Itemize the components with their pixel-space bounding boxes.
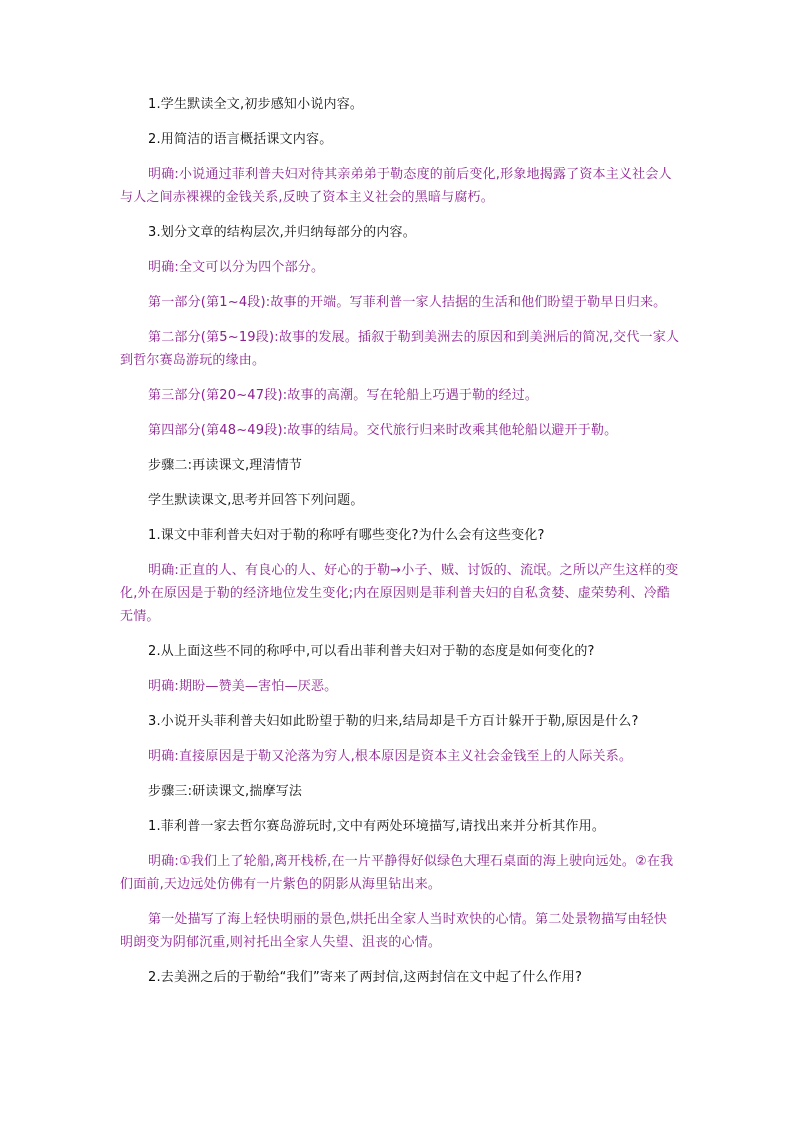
answer-paragraph: 第四部分(第48~49段):故事的结局。交代旅行归来时改乘其他轮船以避开于勒。 <box>148 423 618 438</box>
answer-paragraph: 明确:期盼—赞美—害怕—厌恶。 <box>148 679 338 694</box>
answer-paragraph: 第二部分(第5~19段):故事的发展。插叙于勒到美洲去的原因和到美洲后的简况,交代一家人到哲尔赛岛游玩的缘由。 <box>120 330 680 368</box>
question-paragraph: 3.小说开头菲利普夫妇如此盼望于勒的归来,结局却是千方百计躲开于勒,原因是什么? <box>148 714 639 729</box>
step-heading: 步骤二:再读课文,理清情节 <box>148 458 303 473</box>
answer-paragraph: 第三部分(第20~47段):故事的高潮。写在轮船上巧遇于勒的经过。 <box>148 388 539 403</box>
question-paragraph: 2.去美洲之后的于勒给“我们”寄来了两封信,这两封信在文中起了什么作用? <box>148 970 583 985</box>
question-paragraph: 1.课文中菲利普夫妇对于勒的称呼有哪些变化?为什么会有这些变化? <box>148 528 545 543</box>
answer-paragraph: 明确:①我们上了轮船,离开栈桥,在一片平静得好似绿色大理石桌面的海上驶向远处。②在我们面前,天边远处仿佛有一片紫色的阴影从海里钻出来。 <box>120 854 674 892</box>
question-paragraph: 2.从上面这些不同的称呼中,可以看出菲利普夫妇对于勒的态度是如何变化的? <box>148 644 595 659</box>
answer-paragraph: 明确:直接原因是于勒又沦落为穷人,根本原因是资本主义社会金钱至上的人际关系。 <box>148 749 633 764</box>
question-paragraph: 1.菲利普一家去哲尔赛岛游玩时,文中有两处环境描写,请找出来并分析其作用。 <box>148 819 606 834</box>
document-body <box>120 93 680 1001</box>
answer-paragraph: 第一处描写了海上轻快明丽的景色,烘托出全家人当时欢快的心情。第二处景物描写由轻快明朗变为阴郁沉重,则衬托出全家人失望、沮丧的心情。 <box>120 912 668 950</box>
paragraph: 3.划分文章的结构层次,并归纳每部分的内容。 <box>148 225 416 240</box>
answer-paragraph: 明确:全文可以分为四个部分。 <box>148 260 325 275</box>
answer-paragraph: 第一部分(第1~4段):故事的开端。写菲利普一家人拮据的生活和他们盼望于勒早日归来。 <box>148 295 667 310</box>
answer-paragraph: 明确:小说通过菲利普夫妇对待其亲弟弟于勒态度的前后变化,形象地揭露了资本主义社会人与人之间赤裸裸的金钱关系,反映了资本主义社会的黑暗与腐朽。 <box>120 167 672 205</box>
answer-paragraph: 明确:正直的人、有良心的人、好心的于勒→小子、贼、讨饭的、流氓。之所以产生这样的变化,外在原因是于勒的经济地位发生变化;内在原因则是菲利普夫妇的自私贪婪、虚荣势利、冷酷无情。 <box>120 563 679 624</box>
paragraph: 学生默读课文,思考并回答下列问题。 <box>148 493 364 508</box>
step-heading: 步骤三:研读课文,揣摩写法 <box>148 784 303 799</box>
paragraph: 2.用简洁的语言概括课文内容。 <box>148 132 333 147</box>
paragraph: 1.学生默读全文,初步感知小说内容。 <box>148 97 364 112</box>
